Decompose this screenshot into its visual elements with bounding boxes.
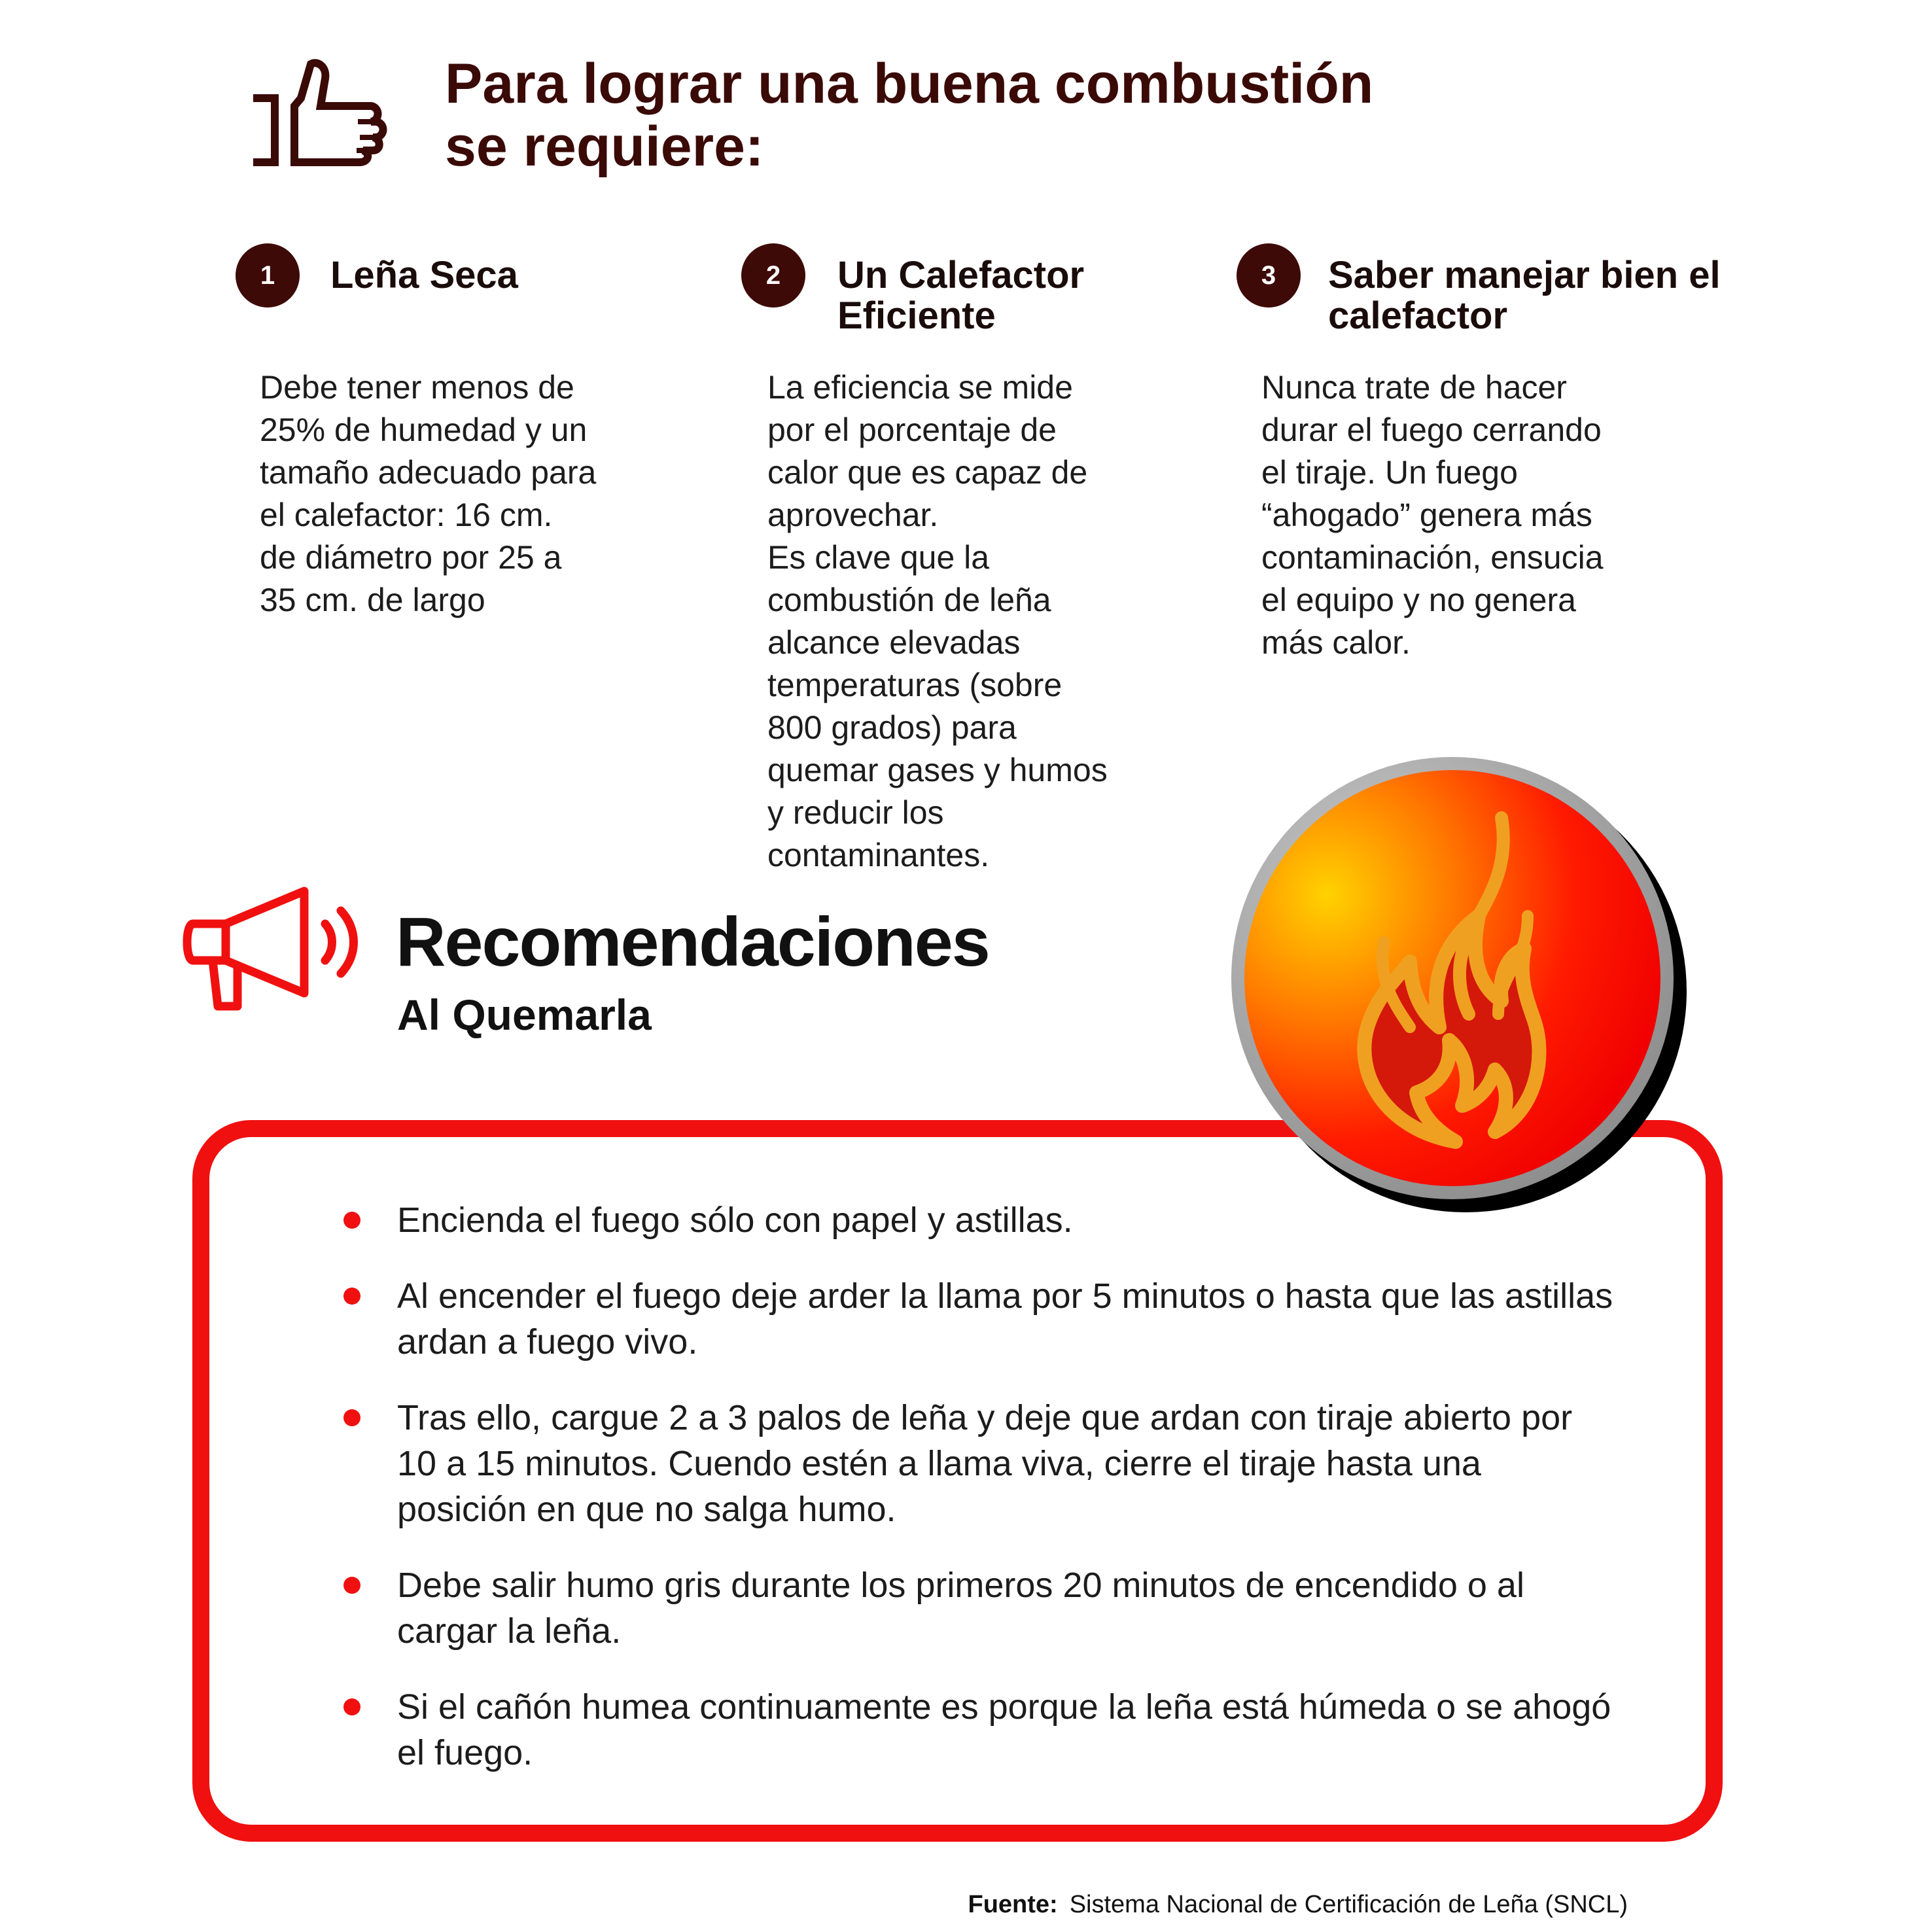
step-2-body: La eficiencia se mide por el porcentaje de calor que es capaz de aprovechar. Es clave que la combustión de leña alcance elevadas temperaturas (sobre 800 grados) para quemar gases y humos y reducir los contaminantes. [767, 369, 1108, 873]
list-item [343, 1273, 1619, 1365]
list-item [343, 1395, 1619, 1532]
list-item-text: Debe salir humo gris durante los primeros 20 minutos de encendido o al cargar la leña. [397, 1566, 1524, 1651]
source-credit [968, 1891, 1628, 1919]
recommendations-list [343, 1197, 1619, 1806]
bullet-dot [343, 1409, 360, 1426]
recommendations-subtitle: Al Quemarla [397, 991, 652, 1039]
page-title [445, 52, 1557, 178]
source-text: Sistema Nacional de Certificación de Leña (SNCL) [1069, 1891, 1628, 1918]
title-line-2: se requiere: [445, 115, 764, 178]
step-3-title: Saber manejar bien el calefactor [1328, 254, 1721, 337]
thumbs-up-icon [252, 52, 393, 173]
step-3-body: Nunca trate de hacer durar el fuego cerrando el tiraje. Un fuego “ahogado” genera más contaminación, ensucia el equipo y no genera más calor. [1261, 369, 1604, 661]
recommendations-title: Recomendaciones [396, 904, 989, 981]
list-item [343, 1684, 1619, 1776]
list-item [343, 1562, 1619, 1654]
step-1-badge: 1 [236, 243, 300, 307]
source-label: Fuente: [968, 1891, 1058, 1918]
list-item-text: Tras ello, cargue 2 a 3 palos de leña y deje que ardan con tiraje abierto por 10 a 15 minutos. Cuendo estén a llama viva, cierre el tiraje hasta una posición en que no salga humo. [397, 1398, 1573, 1529]
step-1-title: Leña Seca [330, 254, 518, 296]
step-2-badge: 2 [741, 243, 805, 307]
list-item-text: Encienda el fuego sólo con papel y astillas. [397, 1201, 1073, 1240]
bullet-dot [343, 1698, 360, 1715]
megaphone-icon [180, 883, 360, 1014]
step-3-badge: 3 [1237, 243, 1301, 307]
step-2-title: Un Calefactor Eficiente [837, 254, 1085, 337]
bullet-dot [343, 1288, 360, 1305]
list-item-text: Al encender el fuego deje arder la llama por 5 minutos o hasta que las astillas ardan a fuego vivo. [397, 1276, 1613, 1361]
bullet-dot [343, 1212, 360, 1229]
title-line-1: Para lograr una buena combustión [445, 52, 1374, 115]
step-1-body: Debe tener menos de 25% de humedad y un tamaño adecuado para el calefactor: 16 cm. de diámetro por 25 a 35 cm. de largo [260, 369, 597, 618]
bullet-dot [343, 1577, 360, 1594]
list-item-text: Si el cañón humea continuamente es porque la leña está húmeda o se ahogó el fuego. [397, 1687, 1611, 1772]
fire-icon [1220, 746, 1691, 1217]
